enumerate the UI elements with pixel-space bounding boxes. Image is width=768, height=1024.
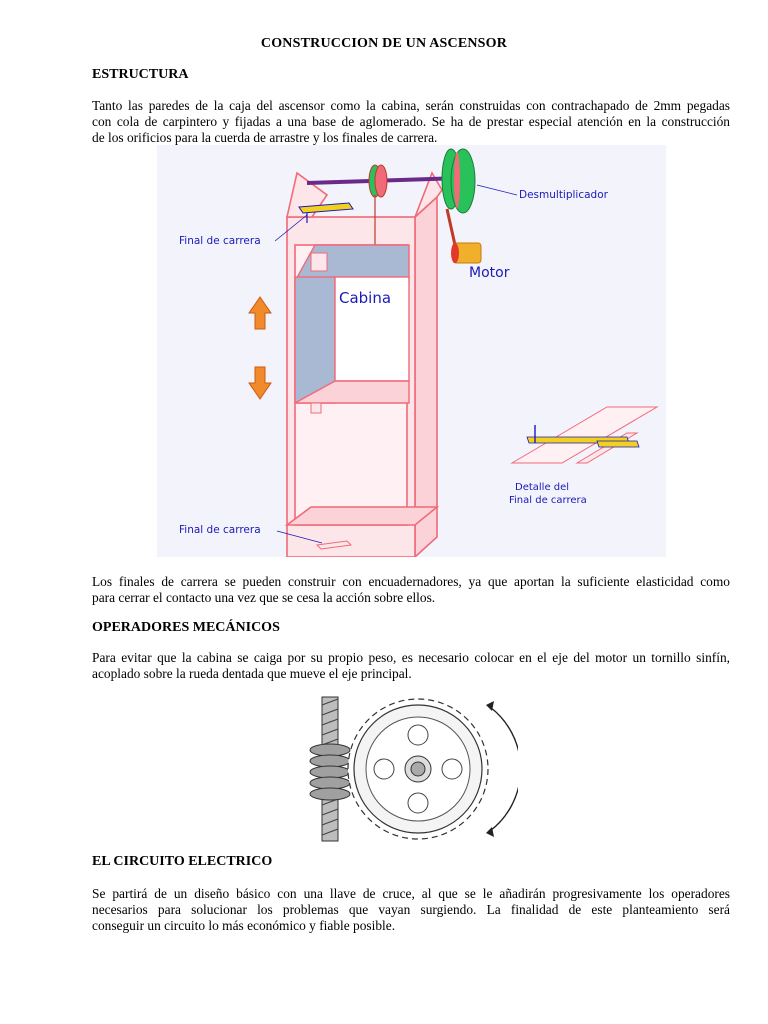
paragraph-line: Para evitar que la cabina se caiga por su propio peso, es necesario colocar en el eje del motor un tornillo sinfín, [92, 650, 730, 665]
paragraph-line: Se partirá de un diseño básico con una llave de cruce, al que se le añadirán progresivamente los operadores [92, 886, 730, 901]
paragraph-line: conseguir un circuito lo más económico y fiable posible. [92, 918, 396, 933]
down-arrow [249, 367, 271, 399]
worm-screw [310, 697, 350, 841]
up-arrow [249, 297, 271, 329]
label-desmultiplicador: Desmultiplicador [519, 189, 608, 201]
label-cabina: Cabina [339, 289, 392, 307]
worm-gear-diagram [300, 695, 518, 843]
heading-estructura: ESTRUCTURA [92, 67, 189, 82]
label-motor: Motor [469, 265, 510, 281]
pulley-small [369, 165, 387, 197]
elevator-diagram [157, 145, 666, 557]
page-title: CONSTRUCCION DE UN ASCENSOR [260, 36, 508, 51]
motor [451, 243, 481, 263]
label-detalle-2: Final de carrera [509, 495, 587, 506]
rotation-arrow-icon [490, 707, 518, 831]
paragraph-line: necesarios para solucionar los problemas que vayan surgiendo. La finalidad de este planteamiento será [92, 902, 730, 917]
heading-circuito: EL CIRCUITO ELECTRICO [92, 854, 273, 869]
label-final-bottom: Final de carrera [179, 524, 261, 536]
detalle-final-carrera [512, 407, 657, 463]
paragraph-line: con cola de carpintero y fijadas a una base de aglomerado. Se ha de prestar especial atención en la construcción [92, 114, 730, 129]
paragraph-line: acoplado sobre la rueda dentada que mueve el eje principal. [92, 666, 412, 681]
paragraph-estructura [92, 98, 730, 146]
heading-operadores: OPERADORES MECÁNICOS [92, 620, 280, 635]
gear-wheel [348, 699, 488, 839]
cabin [295, 245, 409, 413]
label-detalle-1: Detalle del [515, 482, 570, 493]
desmultiplicador-gears [442, 149, 475, 213]
paragraph-finales [92, 574, 730, 606]
paragraph-line: Tanto las paredes de la caja del ascensor como la cabina, serán construidas con contrachapado de 2mm pegadas [92, 98, 730, 113]
paragraph-line: para cerrar el contacto una vez que se cesa la acción sobre ellos. [92, 590, 436, 605]
label-final-top: Final de carrera [179, 235, 261, 247]
paragraph-line: Los finales de carrera se pueden construir con encuadernadores, ya que aportan la suficiente elasticidad como [92, 574, 730, 589]
paragraph-operadores [92, 650, 730, 682]
paragraph-circuito [92, 886, 730, 934]
paragraph-line: de los orificios para la cuerda de arrastre y los finales de carrera. [92, 130, 438, 145]
